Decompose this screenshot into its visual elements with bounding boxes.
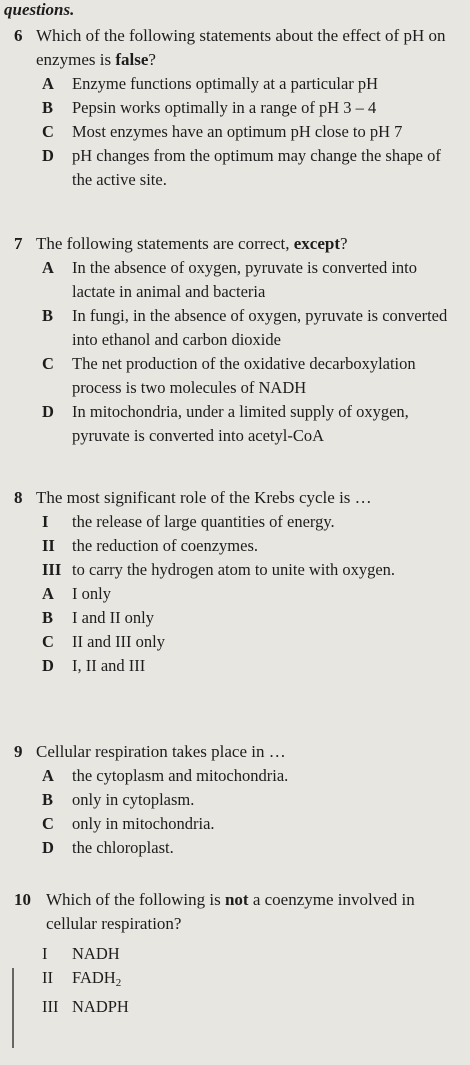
question-text: 9 Cellular respiration takes place in … <box>14 740 464 764</box>
statement-iii: III NADPH <box>42 997 129 1016</box>
emphasis-not: not <box>224 890 249 909</box>
statement-i: I the release of large quantities of energy. <box>42 512 335 531</box>
statement-i: I NADH <box>42 944 120 963</box>
question-text: 6 Which of the following statements about the effect of pH on enzymes is false? <box>14 26 446 69</box>
question-number: 6 <box>14 26 23 45</box>
emphasis-false: false <box>115 50 149 69</box>
option-c[interactable]: C The net production of the oxidative decarboxylation process is two molecules of NADH <box>42 354 416 397</box>
margin-line <box>12 968 14 1048</box>
question-10 <box>14 888 464 1019</box>
question-number: 8 <box>14 488 23 507</box>
option-b[interactable]: B In fungi, in the absence of oxygen, pyruvate is converted into ethanol and carbon dioxide <box>42 306 448 349</box>
option-b[interactable]: B I and II only <box>42 608 155 627</box>
question-text: 7 The following statements are correct, except? <box>14 232 464 256</box>
option-b[interactable]: B Pepsin works optimally in a range of pH 3 – 4 <box>42 98 377 117</box>
question-8 <box>14 486 464 678</box>
option-d[interactable]: D In mitochondria, under a limited supply of oxygen, pyruvate is converted into acetyl-CoA <box>42 402 409 445</box>
statement-ii: II $FADH_2$ <box>42 968 122 989</box>
question-text: 8 The most significant role of the Krebs cycle is … <box>14 486 464 510</box>
option-d[interactable]: D I, II and III <box>42 656 146 675</box>
option-b[interactable]: B only in cytoplasm. <box>42 790 195 809</box>
option-a[interactable]: A the cytoplasm and mitochondria. <box>42 766 289 785</box>
statement-iii: III to carry the hydrogen atom to unite with oxygen. <box>42 560 396 579</box>
question-text: 10 Which of the following is not a coenzyme involved in cellular respiration? <box>14 890 415 933</box>
question-number: 10 <box>14 890 31 909</box>
emphasis-except: except <box>293 234 340 253</box>
question-number: 7 <box>14 234 23 253</box>
option-d[interactable]: D pH changes from the optimum may change the shape of the active site. <box>42 146 441 189</box>
option-a[interactable]: A In the absence of oxygen, pyruvate is converted into lactate in animal and bacteria <box>42 258 418 301</box>
page-header: questions. <box>4 0 75 19</box>
option-d[interactable]: D the chloroplast. <box>42 838 174 857</box>
question-number: 9 <box>14 742 23 761</box>
statement-ii: II the reduction of coenzymes. <box>42 536 259 555</box>
subscript: 2 <box>115 977 122 989</box>
option-c[interactable]: C II and III only <box>42 632 166 651</box>
option-a[interactable]: A I only <box>42 584 111 603</box>
option-c[interactable]: C Most enzymes have an optimum pH close to pH 7 <box>42 122 403 141</box>
option-a[interactable]: A Enzyme functions optimally at a particular pH <box>42 74 379 93</box>
option-c[interactable]: C only in mitochondria. <box>42 814 215 833</box>
question-7 <box>14 232 464 448</box>
question-6 <box>14 24 464 192</box>
question-9 <box>14 740 464 860</box>
